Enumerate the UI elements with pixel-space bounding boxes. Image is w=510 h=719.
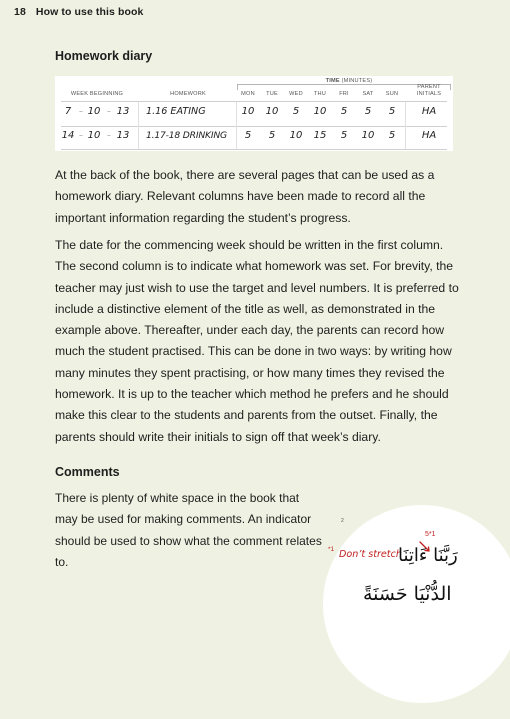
day-header-fri: FRI — [339, 91, 349, 97]
day-header-thu: THU — [313, 91, 327, 97]
row-rule — [61, 149, 447, 150]
column-rule — [405, 102, 406, 149]
week-month: 10 — [87, 130, 101, 141]
page-number: 18 — [14, 6, 26, 18]
day-header-tue: TUE — [266, 91, 278, 97]
comment-note: Don’t stretch — [339, 549, 402, 560]
time-thu: 15 — [313, 130, 327, 141]
date-dash: – — [79, 133, 83, 139]
day-header-mon: MON — [241, 91, 255, 97]
time-sun: 5 — [388, 106, 396, 117]
parent-initials: HA — [421, 106, 437, 117]
homework-header: HOMEWORK — [170, 91, 206, 97]
day-header-sun: SUN — [385, 91, 399, 97]
homework-entry: 1.17-18 DRINKING — [146, 130, 227, 141]
arabic-line-2: الدُّنْيَا حَسَنَةً — [363, 583, 452, 605]
paragraph-diary-instructions: The date for the commencing week should be written in the first column. The second column is to indicate what homework was set. For brevity, the teacher may just wish to use the target and level numbers. It is preferred to include a distinctive element of the title as well, as demonstrated in the example above. Thereafter, under each day, the parents can record how much the student practised. This can be done in two ways: by writing how many minutes they spent practising, or how many times they revised the homework. It is up to the teacher which method he prefers and he should make this clear to the students and parents from the outset. Finally, the parents should write their initials to sign off that week’s diary. — [55, 238, 459, 444]
week-day: 14 — [61, 130, 75, 141]
paragraph-back-pages: At the back of the book, there are several pages that can be used as a homework diary. Relevant columns have been made to record all the important information regarding the student’s progress. — [55, 168, 435, 225]
date-dash: – — [79, 109, 83, 115]
time-fri: 5 — [340, 106, 348, 117]
time-sat: 10 — [361, 130, 375, 141]
header-rule — [61, 101, 447, 102]
line-number: 2 — [341, 518, 344, 524]
week-day: 7 — [64, 106, 72, 117]
week-year: 13 — [116, 130, 130, 141]
row-rule — [61, 126, 447, 127]
column-rule — [138, 102, 139, 149]
week-beginning-header: WEEK BEGINNING — [70, 91, 124, 97]
day-header-wed: WED — [289, 91, 303, 97]
arabic-line-1: رَبَّنَا ءَاتِنَا — [398, 545, 458, 566]
time-sun: 5 — [388, 130, 396, 141]
date-dash: – — [107, 109, 111, 115]
day-header-sat: SAT — [362, 91, 374, 97]
time-mon: 10 — [241, 106, 255, 117]
time-thu: 10 — [313, 106, 327, 117]
homework-diary-heading: Homework diary — [55, 49, 153, 63]
paragraph-comments: There is plenty of white space in the book that may be used for making comments. An indicator should be used to show what the comment relates to. — [55, 491, 322, 569]
time-tue: 5 — [268, 130, 276, 141]
parent-initials: HA — [421, 130, 437, 141]
week-year: 13 — [116, 106, 130, 117]
date-dash: – — [107, 133, 111, 139]
time-wed: 5 — [292, 106, 300, 117]
week-month: 10 — [87, 106, 101, 117]
time-wed: 10 — [289, 130, 303, 141]
time-mon: 5 — [244, 130, 252, 141]
parent-initials-header: PARENT INITIALS — [416, 84, 442, 97]
chapter-title: How to use this book — [35, 6, 144, 18]
homework-entry: 1.16 EATING — [146, 106, 206, 117]
note-marker: *1 — [328, 546, 335, 553]
above-marker: 5*1 — [425, 531, 436, 538]
homework-diary-table — [55, 76, 453, 151]
time-tue: 10 — [265, 106, 279, 117]
running-header — [14, 6, 143, 18]
comments-heading: Comments — [55, 465, 120, 479]
time-fri: 5 — [340, 130, 348, 141]
time-sat: 5 — [364, 106, 372, 117]
time-group-header: TIME (MINUTES) — [299, 78, 399, 84]
